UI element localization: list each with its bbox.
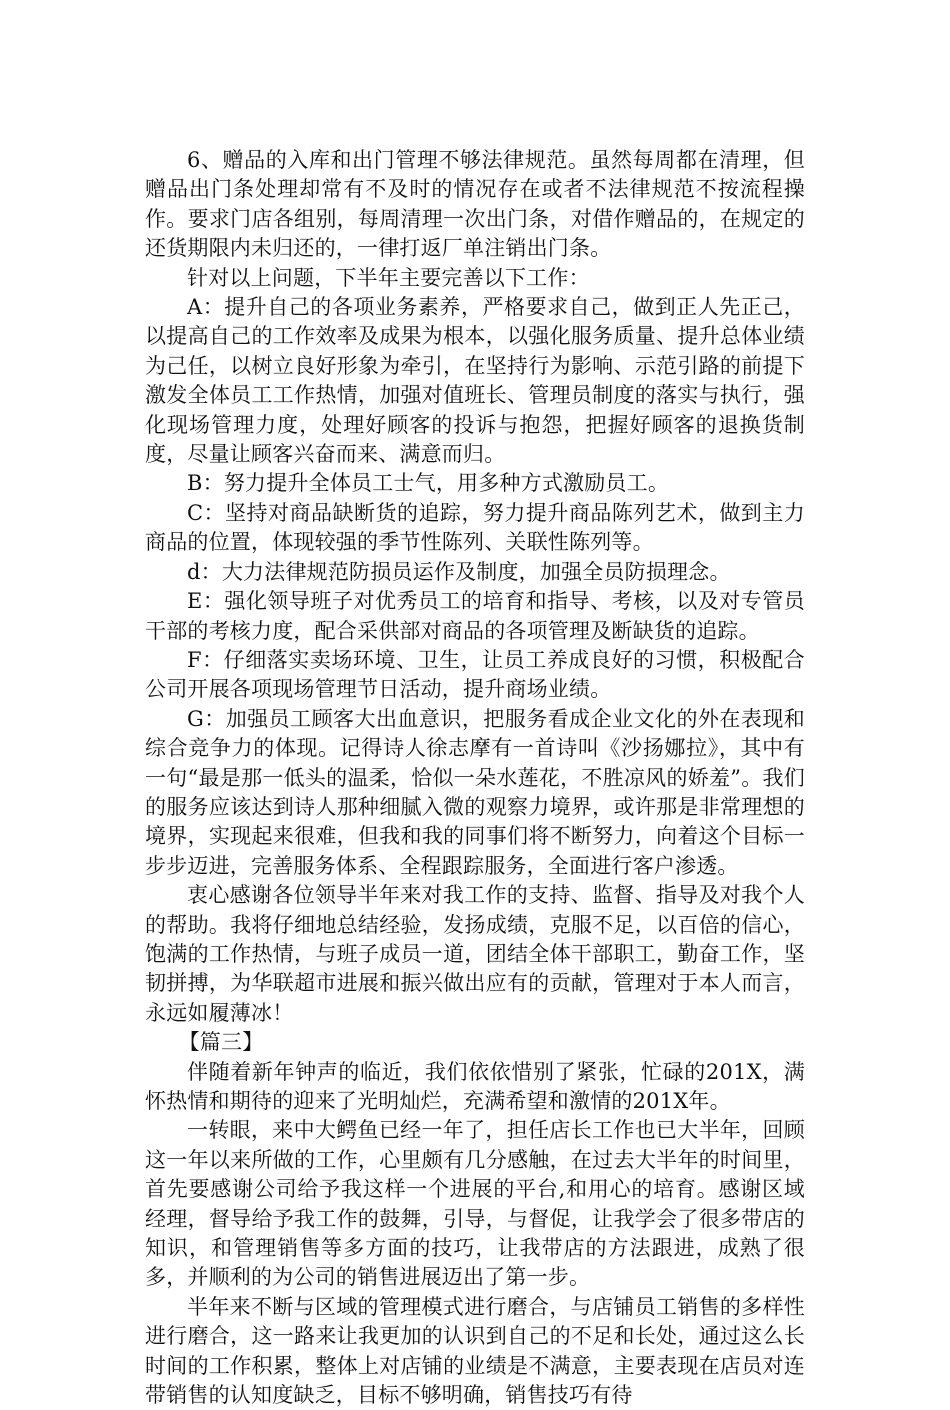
document-body [145, 146, 805, 1410]
paragraph-item-d: d：大力法律规范防损员运作及制度，加强全员防损理念。 [187, 559, 731, 584]
paragraph-new-year: 伴随着新年钟声的临近，我们依依惜别了紧张，忙碌的201X，满怀热情和期待的迎来了光明灿烂，充满希望和激情的201X年。 [145, 1059, 805, 1113]
paragraph-item-c: C：坚持对商品缺断货的追踪，努力提升商品陈列艺术，做到主力商品的位置，体现较强的季节性陈列、关联性陈列等。 [145, 500, 805, 555]
paragraph-item-e: E：强化领导班子对优秀员工的培育和指导、考核，以及对专管员干部的考核力度，配合采供部对商品的各项管理及断缺货的追踪。 [145, 589, 805, 643]
paragraph-item-a: A：提升自己的各项业务素养，严格要求自己，做到正人先正己，以提高自己的工作效率及成果为根本，以强化服务质量、提升总体业绩为己任，以树立良好形象为牵引，在坚持行为影响、示范引路的前提下激发全体员工工作热情，加强对值班长、管理员制度的落实与执行，强化现场管理力度，处理好顾客的投诉与抱怨，把握好顾客的退换货制度，尽量让顾客兴奋而来、满意而归。 [145, 295, 805, 467]
section-heading: 【篇三】 [178, 1030, 264, 1055]
paragraph-item-g: G：加强员工顾客大出血意识，把服务看成企业文化的外在表现和综合竞争力的体现。记得诗人徐志摩有一首诗叫《沙扬娜拉》，其中有一句“最是那一低头的温柔，恰似一朵水莲花，不胜凉风的娇羞”。我们的服务应该达到诗人那种细腻入微的观察力境界，或许那是非常理想的境界，实现起来很难，但我和我的同事们将不断努力，向着这个目标一步步迈进，完善服务体系、全程跟踪服务，全面进行客户渗透。 [145, 706, 805, 878]
paragraph-item-f: F：仔细落实卖场环境、卫生，让员工养成良好的习惯，积极配合公司开展各项现场管理节日活动，提升商场业绩。 [145, 647, 805, 702]
paragraph-item-b: B：努力提升全体员工士气，用多种方式激励员工。 [187, 471, 670, 496]
paragraph-half-year: 半年来不断与区域的管理模式进行磨合，与店铺员工销售的多样性进行磨合，这一路来让我更加的认识到自己的不足和长处，通过这么长时间的工作积累，整体上对店铺的业绩是不满意，主要表现在店员对连带销售的认知度缺乏，目标不够明确，销售技巧有待 [145, 1294, 805, 1408]
paragraph-improvement-intro: 针对以上问题，下半年主要完善以下工作： [187, 265, 590, 290]
paragraph-thanks: 衷心感谢各位领导半年来对我工作的支持、监督、指导及对我个人的帮助。我将仔细地总结经验，发扬成绩，克服不足，以百倍的信心，饱满的工作热情，与班子成员一道，团结全体干部职工，勤奋工作，坚韧拼搏，为华联超市进展和振兴做出应有的贡献，管理对于本人而言，永远如履薄冰！ [145, 883, 805, 1025]
paragraph-gift-management: 6、赠品的入库和出门管理不够法律规范。虽然每周都在清理，但赠品出门条处理却常有不及时的情况存在或者不法律规范不按流程操作。要求门店各组别，每周清理一次出门条，对借作赠品的，在规定的还货期限内未归还的，一律打返厂单注销出门条。 [145, 148, 805, 261]
paragraph-review: 一转眼，来中大鳄鱼已经一年了，担任店长工作也已大半年，回顾这一年以来所做的工作，心里颇有几分感触，在过去大半年的时间里，首先要感谢公司给予我这样一个进展的平台,和用心的培育。感谢区域经理，督导给予我工作的鼓舞，引导，与督促，让我学会了很多带店的知识，和管理销售等多方面的技巧，让我带店的方法跟进，成熟了很多，并顺利的为公司的销售进展迈出了第一步。 [145, 1118, 805, 1290]
